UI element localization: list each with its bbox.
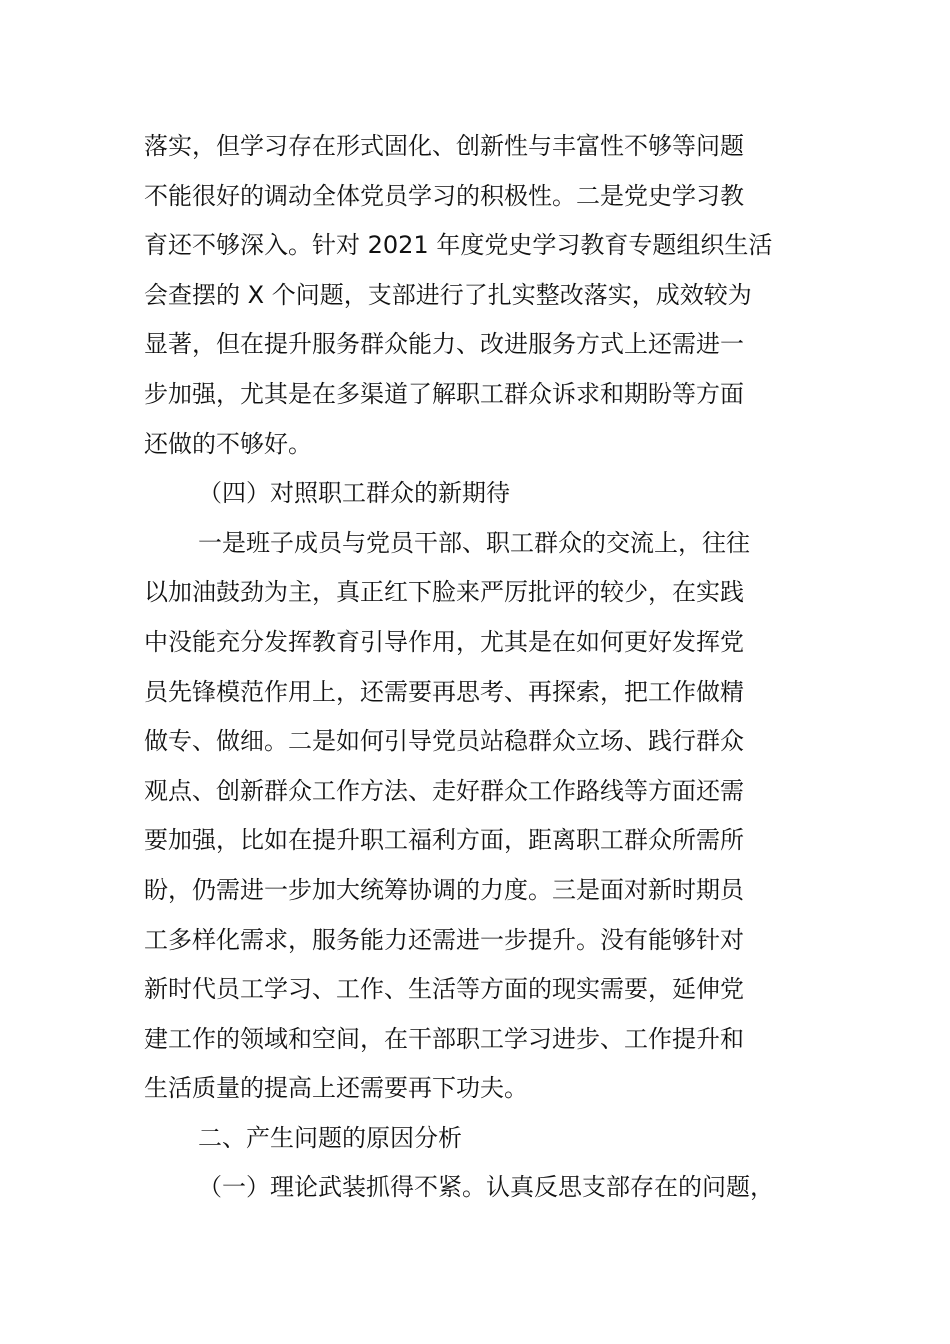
text-line: 要加强，比如在提升职工福利方面，距离职工群众所需所 [144, 826, 744, 855]
text-line: （一）理论武装抓得不紧。认真反思支部存在的问题， [198, 1173, 774, 1202]
document-body [144, 122, 819, 1213]
text-line: 做专、做细。二是如何引导党员站稳群众立场、践行群众 [144, 727, 744, 756]
text-line: （四）对照职工群众的新期待 [198, 479, 510, 508]
text-line: 新时代员工学习、工作、生活等方面的现实需要，延伸党 [144, 975, 744, 1004]
text-line: 以加油鼓劲为主，真正红下脸来严厉批评的较少，在实践 [144, 578, 744, 607]
text-line: 观点、创新群众工作方法、走好群众工作路线等方面还需 [144, 776, 744, 805]
text-line: 显著，但在提升服务群众能力、改进服务方式上还需进一 [144, 330, 744, 359]
text-line: 二、产生问题的原因分析 [198, 1123, 462, 1152]
text-line: 还做的不够好。 [144, 429, 312, 458]
text-line: 步加强，尤其是在多渠道了解职工群众诉求和期盼等方面 [144, 379, 744, 408]
text-line: 工多样化需求，服务能力还需进一步提升。没有能够针对 [144, 925, 744, 954]
text-line: 育还不够深入。针对 2021 年度党史学习教育专题组织生活 [144, 231, 773, 260]
text-line: 盼，仍需进一步加大统筹协调的力度。三是面对新时期员 [144, 875, 744, 904]
text-line: 中没能充分发挥教育引导作用，尤其是在如何更好发挥党 [144, 627, 744, 656]
text-line: 建工作的领域和空间，在干部职工学习进步、工作提升和 [144, 1024, 744, 1053]
text-line: 不能很好的调动全体党员学习的积极性。二是党史学习教 [144, 181, 744, 210]
text-line: 落实，但学习存在形式固化、创新性与丰富性不够等问题 [144, 132, 744, 160]
text-line: 生活质量的提高上还需要再下功夫。 [144, 1074, 528, 1103]
text-line: 会查摆的 X 个问题，支部进行了扎实整改落实，成效较为 [144, 280, 752, 309]
text-line: 员先锋模范作用上，还需要再思考、再探索，把工作做精 [144, 677, 744, 706]
text-line: 一是班子成员与党员干部、职工群众的交流上，往往 [198, 528, 750, 557]
